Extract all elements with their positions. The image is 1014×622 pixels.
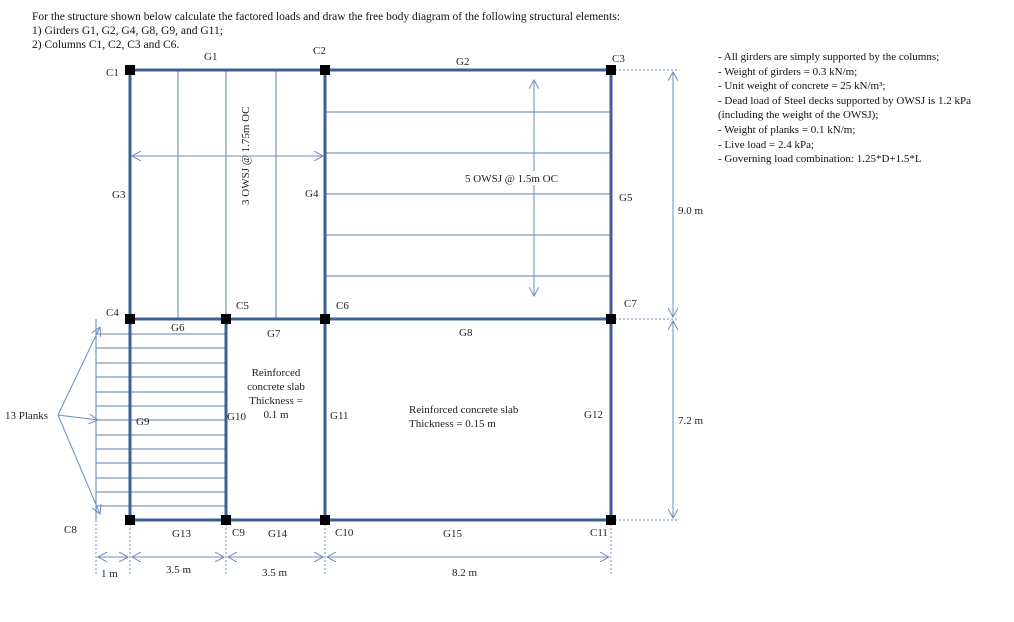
planks	[96, 319, 226, 520]
slab-right-label	[409, 404, 519, 430]
girder-label-g6: G6	[171, 322, 185, 334]
dim-label-1m: 1 m	[101, 568, 118, 580]
column-c11	[606, 515, 616, 525]
column-label-c7: C7	[624, 298, 637, 310]
girder-frame	[130, 70, 611, 520]
girder-label-g9: G9	[136, 416, 150, 428]
owsj-right-joists	[325, 112, 611, 276]
dim-label-7-2m: 7.2 m	[678, 415, 704, 427]
note-line: - Weight of planks = 0.1 kN/m;	[718, 123, 856, 136]
dim-label-8-2m: 8.2 m	[452, 567, 478, 579]
girder-label-g10: G10	[227, 411, 246, 423]
note-line: - Live load = 2.4 kPa;	[718, 138, 815, 151]
dim-label-3-5m-a: 3.5 m	[166, 564, 192, 576]
column-c2	[320, 65, 330, 75]
note-line: - Dead load of Steel decks supported by OWSJ is 1.2 kPa	[718, 94, 971, 107]
column-c8	[125, 515, 135, 525]
column-label-c4: C4	[106, 307, 119, 319]
girder-label-g2: G2	[456, 56, 470, 68]
column-label-c9: C9	[232, 527, 245, 539]
svg-text:Thickness =: Thickness =	[249, 395, 303, 407]
column-c10	[320, 515, 330, 525]
girder-label-g8: G8	[459, 327, 473, 339]
column-c5	[221, 314, 231, 324]
girder-label-g5: G5	[619, 192, 633, 204]
column-label-c5: C5	[236, 300, 249, 312]
owsj-left-label: 3 OWSJ @ 1.75m OC	[240, 106, 252, 205]
planks-label: 13 Planks	[5, 410, 49, 422]
columns	[125, 65, 616, 525]
column-label-c11: C11	[590, 527, 608, 539]
girder-label-g3: G3	[112, 189, 126, 201]
dim-label-3-5m-b: 3.5 m	[262, 567, 288, 579]
column-label-c3: C3	[612, 53, 625, 65]
column-c1	[125, 65, 135, 75]
column-c6	[320, 314, 330, 324]
girder-label-g4: G4	[305, 188, 319, 200]
note-line: - Weight of girders = 0.3 kN/m;	[718, 65, 858, 78]
note-line: - Governing load combination: 1.25*D+1.5*L	[718, 153, 922, 166]
svg-text:Reinforced: Reinforced	[251, 367, 301, 379]
girder-label-g11: G11	[330, 410, 349, 422]
note-line: - Unit weight of concrete = 25 kN/m³;	[718, 80, 886, 93]
column-label-c2: C2	[313, 45, 326, 57]
column-label-c8: C8	[64, 524, 77, 536]
column-c7	[606, 314, 616, 324]
problem-line-1: For the structure shown below calculate the factored loads and draw the free body diagram of the following structural elements:	[32, 11, 620, 23]
svg-text:concrete slab: concrete slab	[247, 381, 305, 393]
girder-label-g14: G14	[268, 528, 287, 540]
owsj-left-joists	[178, 70, 276, 319]
note-line: (including the weight of the OWSJ);	[718, 109, 879, 122]
column-label-c10: C10	[335, 527, 354, 539]
column-label-c1: C1	[106, 67, 119, 79]
dim-label-9-0m: 9.0 m	[678, 205, 704, 217]
slab-left-label	[247, 367, 305, 421]
girder-label-g1: G1	[204, 51, 218, 63]
girder-label-g12: G12	[584, 409, 603, 421]
note-line: - All girders are simply supported by the columns;	[718, 51, 940, 63]
column-c9	[221, 515, 231, 525]
problem-line-3: 2) Columns C1, C2, C3 and C6.	[32, 39, 180, 51]
svg-text:Reinforced concrete slab: Reinforced concrete slab	[409, 404, 519, 416]
column-label-c6: C6	[336, 300, 349, 312]
girder-label-g15: G15	[443, 528, 462, 540]
problem-line-2: 1) Girders G1, G2, G4, G8, G9, and G11;	[32, 25, 223, 37]
svg-text:0.1 m: 0.1 m	[263, 409, 289, 421]
column-c3	[606, 65, 616, 75]
girder-label-g13: G13	[172, 528, 191, 540]
column-c4	[125, 314, 135, 324]
girder-label-g7: G7	[267, 328, 281, 340]
planks-pointer-lines	[58, 327, 100, 514]
svg-text:Thickness = 0.15 m: Thickness = 0.15 m	[409, 418, 496, 430]
owsj-right-label: 5 OWSJ @ 1.5m OC	[465, 173, 558, 185]
